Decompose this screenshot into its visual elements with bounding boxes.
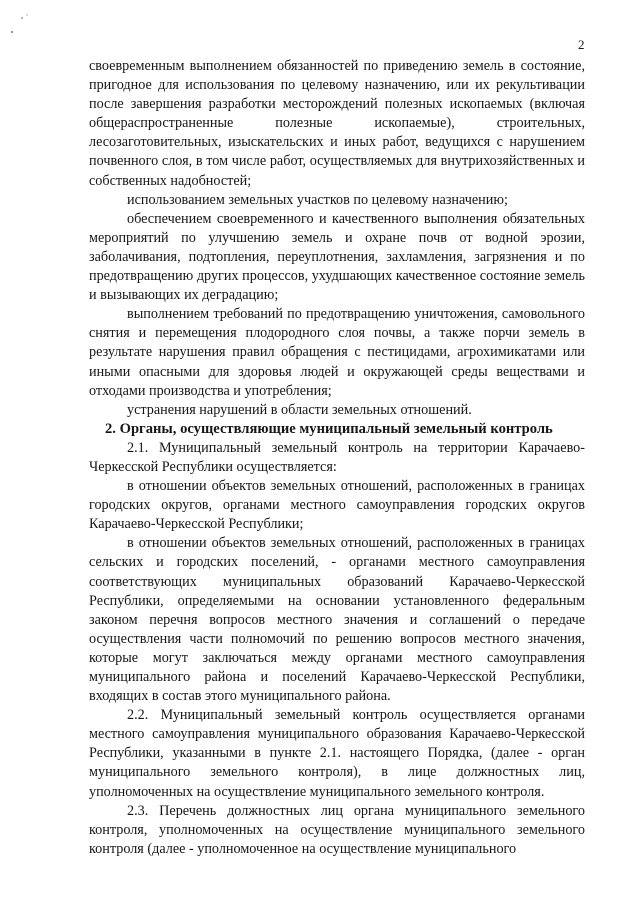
section-heading: 2. Органы, осуществляющие муниципальный земельный контроль (105, 420, 553, 437)
scan-artifact-marks (8, 6, 38, 36)
paragraph: 2.2. Муниципальный земельный контроль осуществляется органами местного самоуправления муниципального образования Карачаево-Черкесской Республики, указанными в пункте 2.1. настоящего Порядка, (далее - орган муниципального земельного контроля), в лице должностных лиц, уполномоченных на осуществление муниципального земельного контроля. (89, 707, 585, 800)
paragraph: 2.1. Муниципальный земельный контроль на территории Карачаево-Черкесской Республики осуществляется: (89, 439, 585, 475)
paragraph: в отношении объектов земельных отношений, расположенных в границах сельских и городских поселений, - органами местного самоуправления соответствующих муниципальных образований Карачаево-Черкесской Республики, определяемыми на основании установленного федеральным законом перечня вопросов местного значения и соглашений о передаче осуществления части полномочий по решению вопросов местного значения, которые могут заключаться между органами местного самоуправления муниципального района и поселений Карачаево-Черкесской Республики, входящих в состав этого муниципального района. (89, 535, 585, 705)
document-body (89, 57, 585, 859)
page-number: 2 (578, 37, 585, 52)
paragraph: выполнением требований по предотвращению уничтожения, самовольного снятия и перемещения плодородного слоя почвы, а также порчи земель в результате нарушения правил обращения с пестицидами, агрохимикатами или иными опасными для здоровья людей и окружающей среды веществами и отходами производства и употребления; (89, 306, 585, 399)
paragraph: использованием земельных участков по целевому назначению; (127, 191, 508, 208)
paragraph: обеспечением своевременного и качественного выполнения обязательных мероприятий по улучшению земель и охране почв от водной эрозии, заболачивания, подтопления, переуплотнения, захламления, загрязнения и по предотвращению других процессов, ухудшающих качественное состояние земель и вызывающих их деградацию; (89, 210, 585, 304)
paragraph: 2.3. Перечень должностных лиц органа муниципального земельного контроля, уполномоченных на осуществление муниципального земельного контроля (далее - уполномоченное на осуществление муниципального (89, 802, 585, 857)
paragraph: в отношении объектов земельных отношений, расположенных в границах городских округов, органами местного самоуправления городских округов Карачаево-Черкесской Республики; (89, 478, 585, 533)
paragraph: своевременным выполнением обязанностей по приведению земель в состояние, пригодное для использования по целевому назначению, или их рекультивации после завершения разработки месторождений полезных ископаемых (включая общераспространенные полезные ископаемые), строительных, лесозаготовительных, изыскательских и иных работ, ведущихся с нарушением почвенного слоя, в том числе работ, осуществляемых для внутрихозяйственных и собственных надобностей; (89, 58, 585, 189)
paragraph: устранения нарушений в области земельных отношений. (127, 401, 472, 418)
